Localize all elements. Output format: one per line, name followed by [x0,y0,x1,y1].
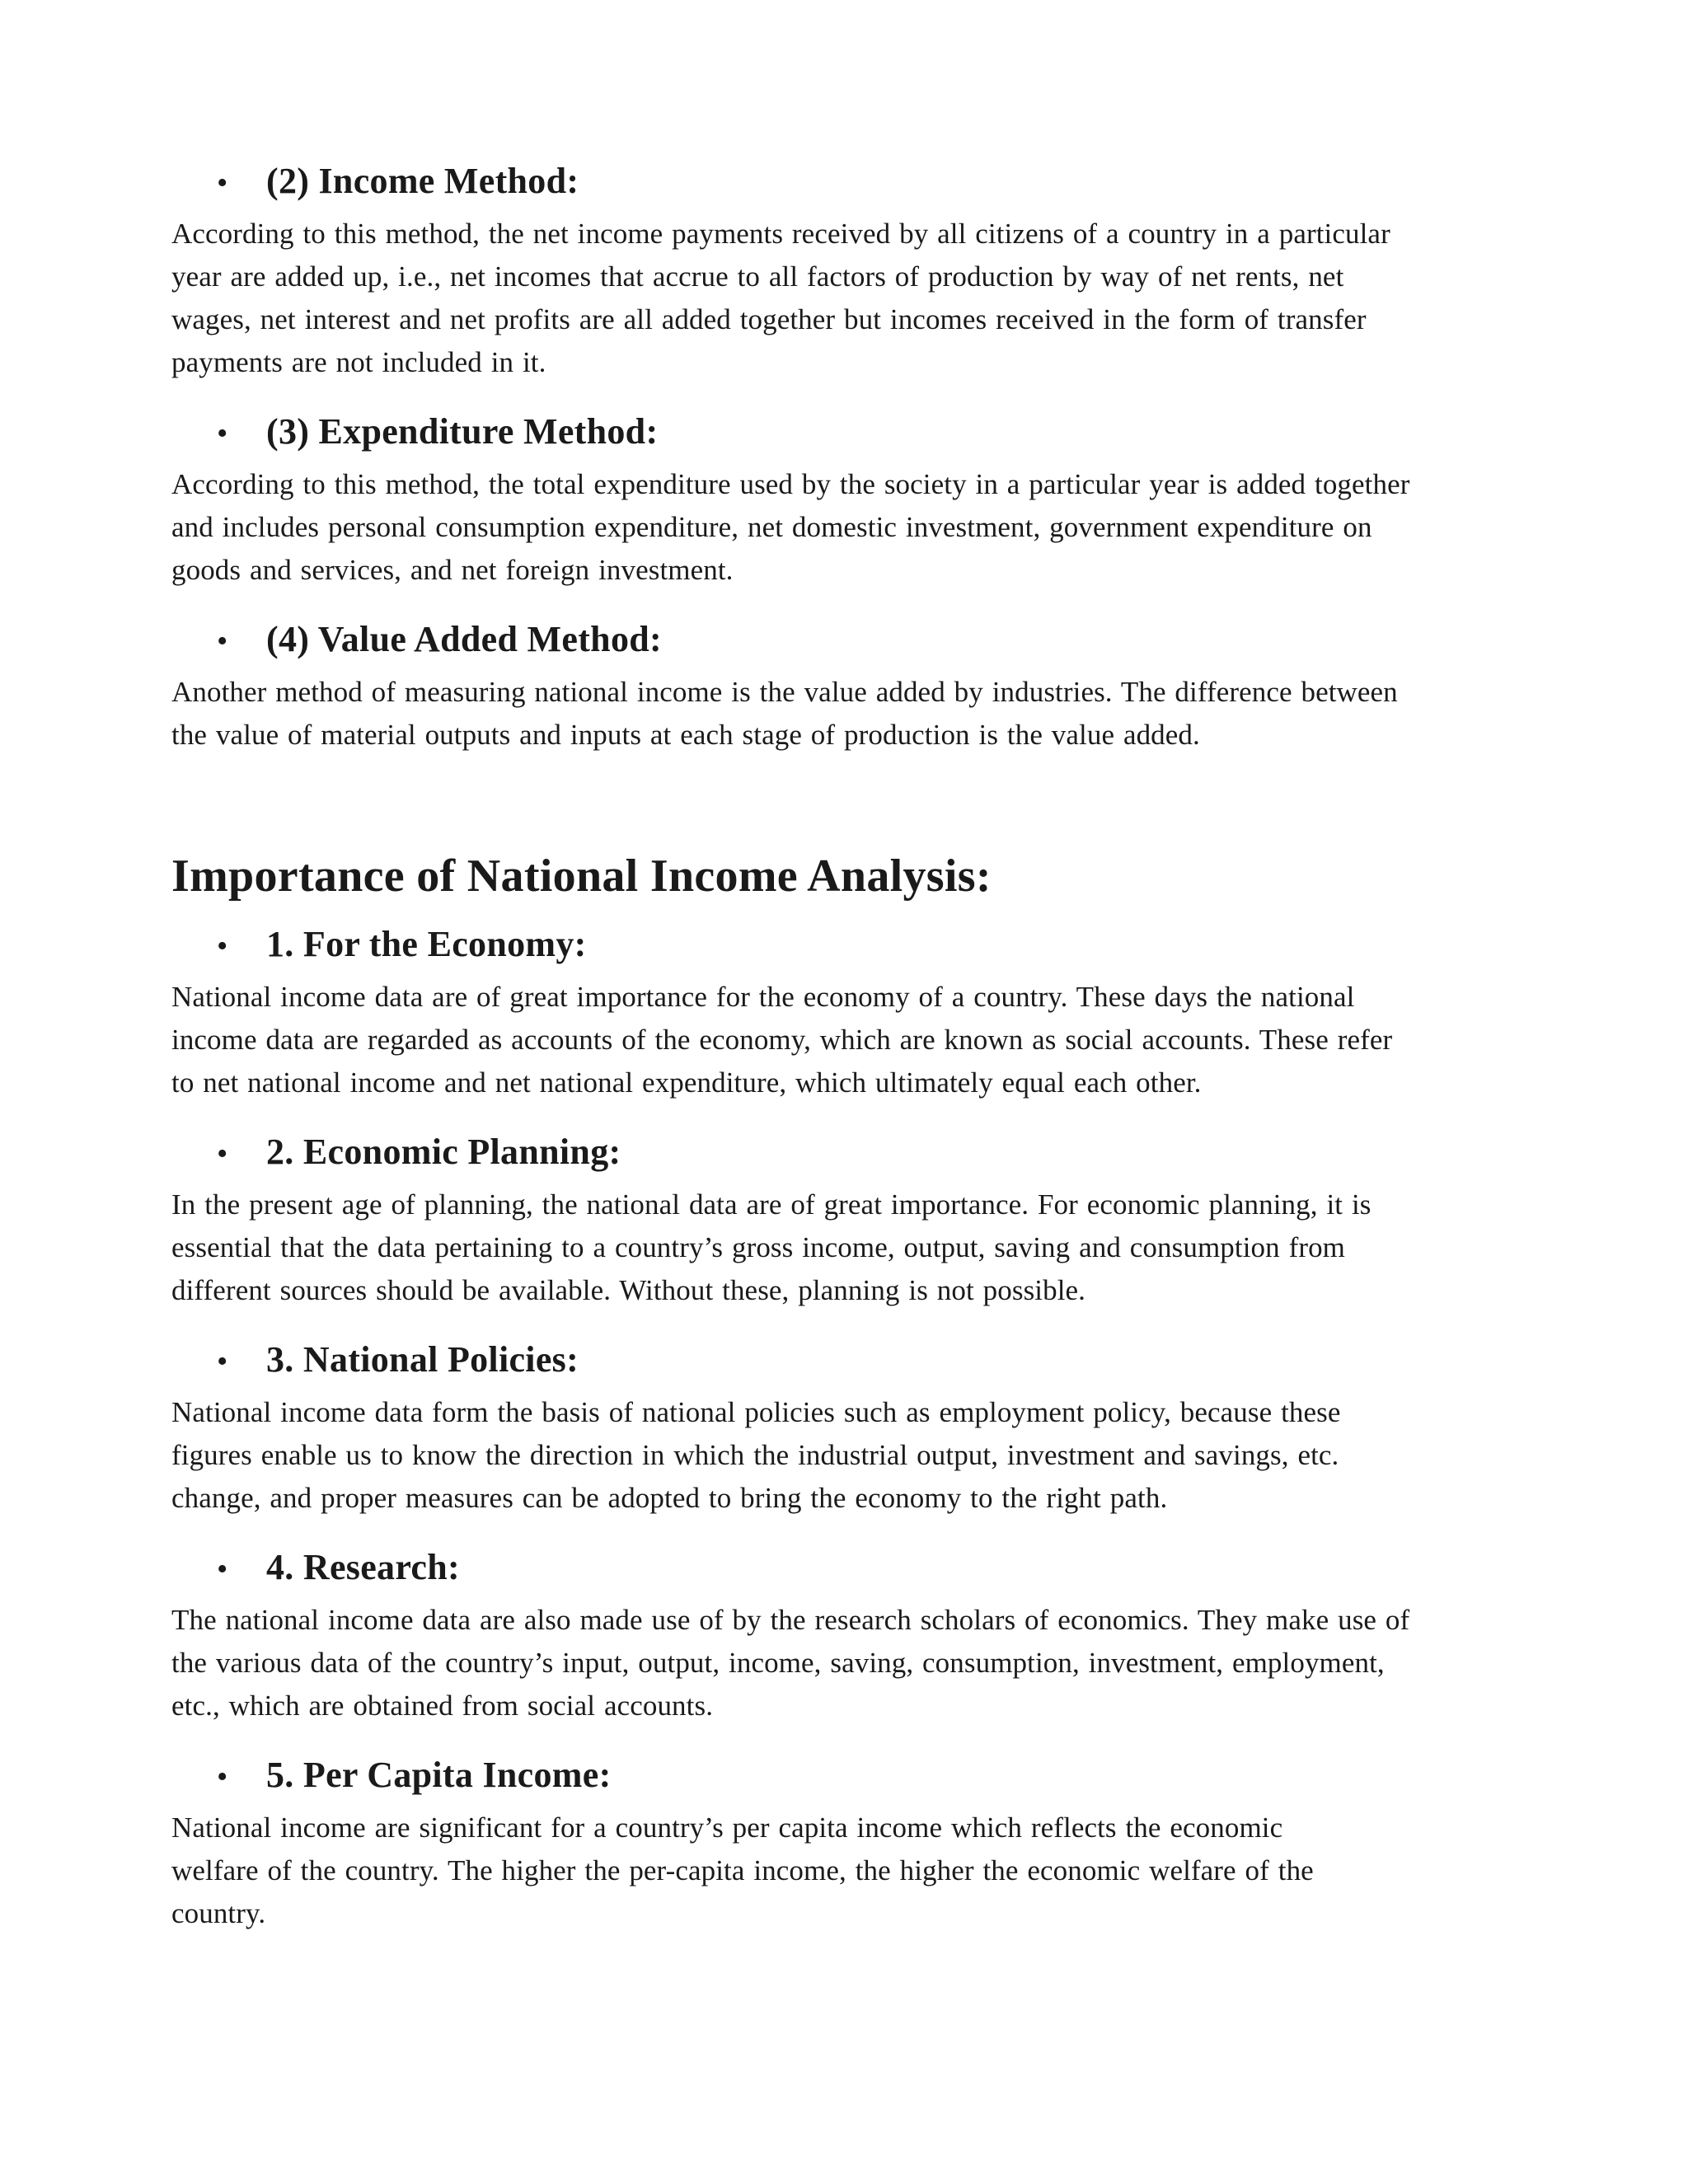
expenditure-method-section [171,407,1540,592]
paragraph [171,1391,1540,1520]
paragraph [171,213,1540,384]
section-heading [171,407,1540,458]
heading-text: 3. National Policies: [266,1339,579,1380]
text-line: the various data of the country’s input, output, income, saving, consumption, investment, employment, [171,1647,1385,1679]
bullet-icon: • [217,624,228,658]
section-heading [171,1335,1540,1386]
text-line: country. [171,1897,266,1929]
heading-text: (3) Expenditure Method: [266,411,659,452]
paragraph [171,976,1540,1104]
text-line: to net national income and net national expenditure, which ultimately equal each other. [171,1066,1202,1099]
text-line: and includes personal consumption expenditure, net domestic investment, government expenditure on [171,511,1372,543]
bullet-icon: • [217,1137,228,1171]
heading-text: 2. Economic Planning: [266,1132,621,1172]
text-line: According to this method, the total expenditure used by the society in a particular year is added together [171,468,1410,500]
paragraph [171,1807,1540,1935]
value-added-method-section [171,615,1540,757]
bullet-icon: • [217,416,228,451]
bullet-icon: • [217,1760,228,1794]
section-heading [171,1750,1540,1802]
bullet-icon: • [217,929,228,963]
importance-item-per-capita [171,1750,1540,1935]
importance-item-planning [171,1127,1540,1312]
paragraph [171,671,1540,757]
section-heading [171,1127,1540,1179]
section-heading [171,1543,1540,1594]
bullet-icon: • [217,1344,228,1379]
text-line: The national income data are also made use of by the research scholars of economics. They make use of [171,1604,1410,1636]
text-line: the value of material outputs and inputs at each stage of production is the value added. [171,719,1200,751]
section-heading [171,157,1540,208]
section-heading [171,615,1540,666]
text-line: year are added up, i.e., net incomes that accrue to all factors of production by way of net rents, net [171,260,1344,293]
importance-title: Importance of National Income Analysis: [171,851,992,902]
text-line: goods and services, and net foreign investment. [171,554,734,586]
text-line: In the present age of planning, the national data are of great importance. For economic planning, it is [171,1188,1372,1221]
bullet-icon: • [217,166,228,200]
paragraph [171,463,1540,592]
text-line: essential that the data pertaining to a country’s gross income, output, saving and consumption from [171,1231,1346,1263]
heading-text: 4. Research: [266,1547,460,1587]
importance-item-policies [171,1335,1540,1520]
bullet-icon: • [217,1552,228,1586]
text-line: different sources should be available. Without these, planning is not possible. [171,1274,1086,1306]
text-line: National income data are of great importance for the economy of a country. These days the national [171,981,1355,1013]
text-line: National income data form the basis of national policies such as employment policy, because these [171,1396,1341,1428]
text-line: wages, net interest and net profits are all added together but incomes received in the form of transfer [171,303,1367,335]
income-method-section [171,157,1540,384]
text-line: income data are regarded as accounts of the economy, which are known as social accounts. These refer [171,1024,1393,1056]
text-line: payments are not included in it. [171,346,546,378]
text-line: etc., which are obtained from social accounts. [171,1690,714,1722]
text-line: figures enable us to know the direction in which the industrial output, investment and savings, etc. [171,1439,1339,1471]
text-line: According to this method, the net income payments received by all citizens of a country in a particular [171,218,1390,250]
text-line: change, and proper measures can be adopted to bring the economy to the right path. [171,1482,1168,1514]
heading-text: 5. Per Capita Income: [266,1755,612,1795]
text-line: welfare of the country. The higher the per-capita income, the higher the economic welfare of the [171,1854,1314,1886]
importance-item-research [171,1543,1540,1727]
text-line: Another method of measuring national income is the value added by industries. The difference between [171,676,1398,708]
paragraph [171,1183,1540,1312]
heading-text: (2) Income Method: [266,161,579,201]
paragraph [171,1599,1540,1727]
importance-item-economy [171,920,1540,1104]
heading-text: (4) Value Added Method: [266,619,662,659]
text-line: National income are significant for a country’s per capita income which reflects the economic [171,1811,1283,1844]
document-page [171,157,1540,1935]
heading-text: 1. For the Economy: [266,924,587,964]
section-heading [171,920,1540,971]
